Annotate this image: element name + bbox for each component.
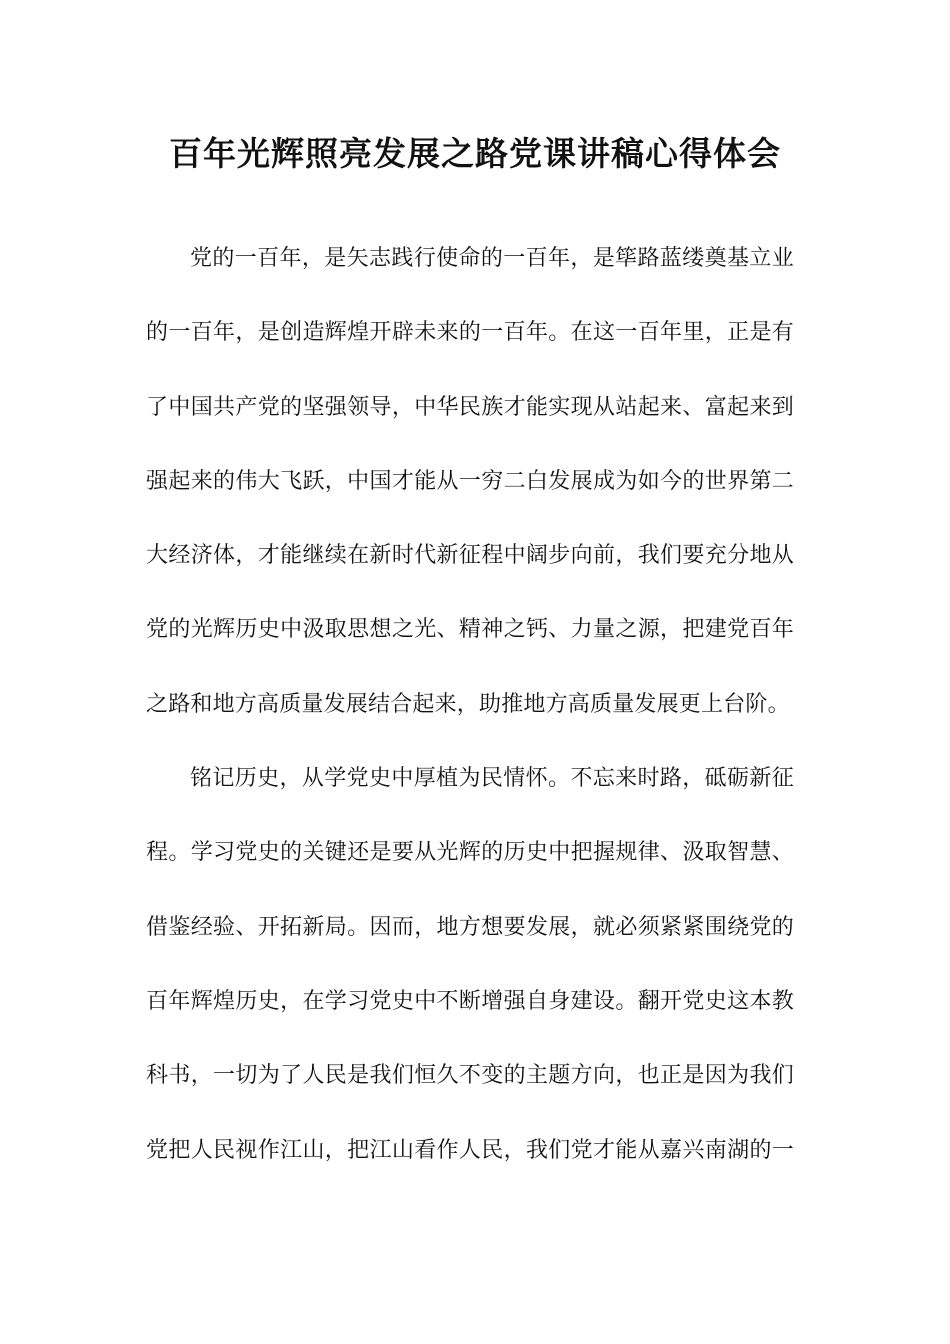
paragraph-line: 科书，一切为了人民是我们恒久不变的主题方向，也正是因为我们 [146,1063,794,1089]
paragraph-line: 铭记历史，从学党史中厚植为民情怀。不忘来时路，砥砺新征 [190,766,794,792]
paragraph-line: 了中国共产党的坚强领导，中华民族才能实现从站起来、富起来到 [146,394,794,420]
paragraph-2 [146,754,794,1200]
document-title: 百年光辉照亮发展之路党课讲稿心得体会 [169,134,781,173]
paragraph-line: 之路和地方高质量发展结合起来，助推地方高质量发展更上台阶。 [146,691,790,717]
paragraph-line: 强起来的伟大飞跃，中国才能从一穷二白发展成为如今的世界第二 [146,468,794,494]
document-body [146,234,794,1200]
paragraph-line: 程。学习党史的关键还是要从光辉的历史中把握规律、汲取智慧、 [146,840,794,866]
paragraph-line: 党的光辉历史中汲取思想之光、精神之钙、力量之源，把建党百年 [146,617,794,643]
paragraph-1 [146,234,794,754]
paragraph-line: 党的一百年，是矢志践行使命的一百年，是筚路蓝缕奠基立业 [190,246,794,271]
paragraph-line: 大经济体，才能继续在新时代新征程中阔步向前，我们要充分地从 [146,543,794,569]
paragraph-line: 借鉴经验、开拓新局。因而，地方想要发展，就必须紧紧围绕党的 [146,914,794,940]
paragraph-line: 百年辉煌历史，在学习党史中不断增强自身建设。翻开党史这本教 [146,988,794,1014]
paragraph-line: 党把人民视作江山，把江山看作人民，我们党才能从嘉兴南湖的一 [146,1137,794,1163]
paragraph-line: 的一百年，是创造辉煌开辟未来的一百年。在这一百年里，正是有 [146,320,794,346]
